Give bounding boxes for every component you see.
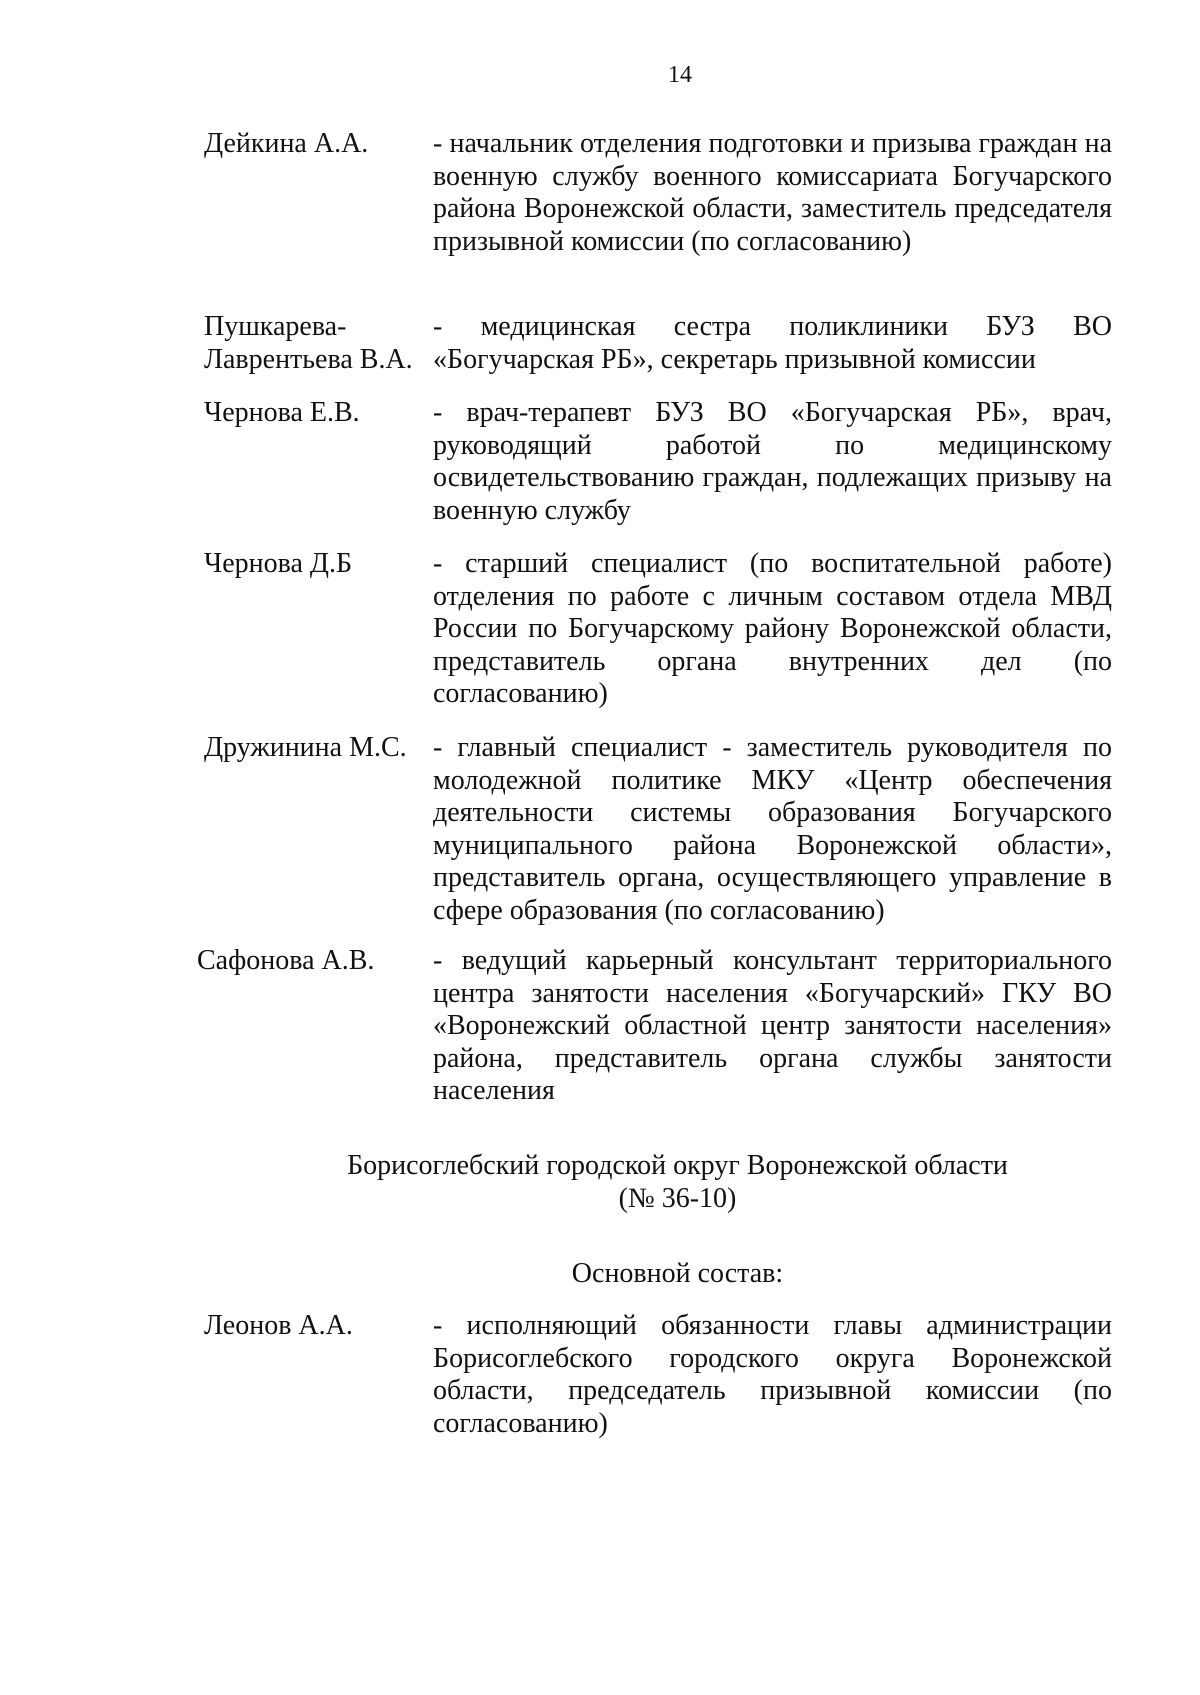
section-subtitle: Основной состав: <box>571 1258 784 1289</box>
member-name: Дейкина А.А. <box>204 128 369 159</box>
member-description: - главный специалист - заместитель руководителя по молодежной политике МКУ «Центр обеспечения деятельности системы образования Богучарского муниципального района Воронежской области», представитель органа, осуществляющего управление в сфере образования (по согласованию) <box>433 732 1112 926</box>
member-name: Леонов А.А. <box>204 1310 353 1341</box>
section-title: Борисоглебский городской округ Воронежской области <box>347 1150 1008 1181</box>
member-description: - старший специалист (по воспитательной работе) отделения по работе с личным составом отдела МВД России по Богучарскому району Воронежской области, представитель органа внутренних дел (по согласованию) <box>433 548 1112 709</box>
member-name: Сафонова А.В. <box>197 945 375 976</box>
member-description: - медицинская сестра поликлиники БУЗ ВО «Богучарская РБ», секретарь призывной комиссии <box>433 311 1112 375</box>
section-number: (№ 36-10) <box>618 1183 737 1214</box>
page-number: 14 <box>668 62 692 88</box>
member-name: Пушкарева- Лаврентьева В.А. <box>204 311 413 375</box>
member-name: Дружинина М.С. <box>204 732 407 763</box>
member-description: - врач-терапевт БУЗ ВО «Богучарская РБ», врач, руководящий работой по медицинскому освидетельствованию граждан, подлежащих призыву на военную службу <box>433 397 1112 526</box>
member-description: - начальник отделения подготовки и призыва граждан на военную службу военного комиссариата Богучарского района Воронежской области, заместитель председателя призывной комиссии (по согласованию) <box>433 128 1112 257</box>
member-name: Чернова Д.Б <box>204 548 353 579</box>
member-name: Чернова Е.В. <box>204 397 360 428</box>
member-description: - исполняющий обязанности главы администрации Борисоглебского городского округа Воронежской области, председатель призывной комиссии (по согласованию) <box>433 1310 1112 1439</box>
member-description: - ведущий карьерный консультант территориального центра занятости населения «Богучарский» ГКУ ВО «Воронежский областной центр занятости населения» района, представитель органа службы занятости населения <box>433 945 1112 1106</box>
